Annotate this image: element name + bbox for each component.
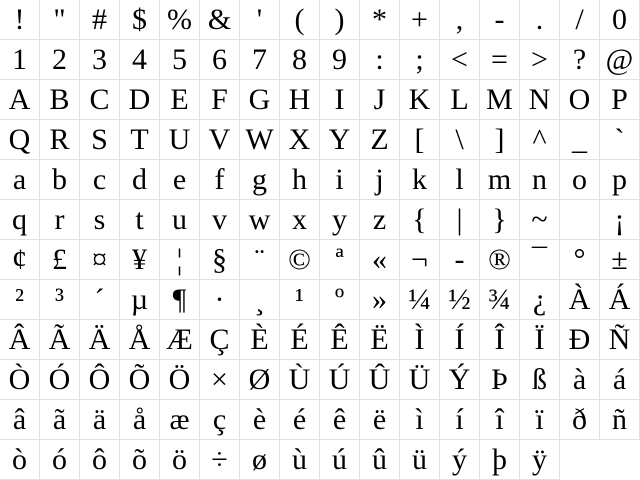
glyph-cell[interactable]: ± bbox=[600, 240, 640, 280]
glyph-cell[interactable]: û bbox=[360, 440, 400, 480]
glyph-cell[interactable]: } bbox=[480, 200, 520, 240]
glyph-cell[interactable]: ô bbox=[80, 440, 120, 480]
glyph-cell[interactable]: A bbox=[0, 80, 40, 120]
glyph-cell[interactable]: T bbox=[120, 120, 160, 160]
glyph-cell[interactable]: X bbox=[280, 120, 320, 160]
glyph-cell[interactable]: U bbox=[160, 120, 200, 160]
glyph-cell[interactable]: - bbox=[440, 240, 480, 280]
empty-cell bbox=[560, 440, 600, 480]
glyph-cell[interactable]: Á bbox=[600, 280, 640, 320]
glyph-cell[interactable]: ý bbox=[440, 440, 480, 480]
glyph-cell[interactable]: f bbox=[200, 160, 240, 200]
glyph-cell[interactable]: ú bbox=[320, 440, 360, 480]
glyph-cell[interactable]: º bbox=[320, 280, 360, 320]
glyph-cell[interactable]: P bbox=[600, 80, 640, 120]
glyph-cell[interactable]: @ bbox=[600, 40, 640, 80]
glyph-cell[interactable]: 8 bbox=[280, 40, 320, 80]
glyph-cell[interactable]: v bbox=[200, 200, 240, 240]
glyph-cell[interactable]: g bbox=[240, 160, 280, 200]
glyph-cell[interactable]: ì bbox=[400, 400, 440, 440]
glyph-cell[interactable]: Û bbox=[360, 360, 400, 400]
glyph-cell[interactable]: Ç bbox=[200, 320, 240, 360]
glyph-cell[interactable]: . bbox=[520, 0, 560, 40]
glyph-cell[interactable]: ¾ bbox=[480, 280, 520, 320]
glyph-cell[interactable]: ª bbox=[320, 240, 360, 280]
glyph-cell[interactable]: Î bbox=[480, 320, 520, 360]
glyph-cell[interactable]: # bbox=[80, 0, 120, 40]
glyph-cell[interactable]: ü bbox=[400, 440, 440, 480]
glyph-cell[interactable]: ! bbox=[0, 0, 40, 40]
glyph-cell[interactable]: & bbox=[200, 0, 240, 40]
glyph-cell[interactable]: Ó bbox=[40, 360, 80, 400]
glyph-cell[interactable]: · bbox=[200, 280, 240, 320]
glyph-cell[interactable]: w bbox=[240, 200, 280, 240]
glyph-cell[interactable]: j bbox=[360, 160, 400, 200]
glyph-cell[interactable]: Í bbox=[440, 320, 480, 360]
glyph-cell[interactable]: ¼ bbox=[400, 280, 440, 320]
glyph-cell[interactable]: = bbox=[480, 40, 520, 80]
glyph-cell[interactable]: × bbox=[200, 360, 240, 400]
glyph-cell[interactable]: ¦ bbox=[160, 240, 200, 280]
glyph-cell[interactable]: ® bbox=[480, 240, 520, 280]
glyph-cell[interactable]: N bbox=[520, 80, 560, 120]
glyph-cell[interactable]: W bbox=[240, 120, 280, 160]
glyph-cell[interactable]: þ bbox=[480, 440, 520, 480]
glyph-cell[interactable]: Æ bbox=[160, 320, 200, 360]
glyph-cell[interactable]: Ý bbox=[440, 360, 480, 400]
glyph-cell[interactable]: 5 bbox=[160, 40, 200, 80]
glyph-cell[interactable]: : bbox=[360, 40, 400, 80]
glyph-cell[interactable]: x bbox=[280, 200, 320, 240]
glyph-cell[interactable]: ¢ bbox=[0, 240, 40, 280]
glyph-cell[interactable]: Ò bbox=[0, 360, 40, 400]
glyph-cell[interactable]: M bbox=[480, 80, 520, 120]
glyph-cell[interactable]: k bbox=[400, 160, 440, 200]
glyph-cell[interactable] bbox=[560, 200, 600, 240]
glyph-cell[interactable]: t bbox=[120, 200, 160, 240]
glyph-cell[interactable]: Ô bbox=[80, 360, 120, 400]
glyph-cell[interactable]: 3 bbox=[80, 40, 120, 80]
glyph-cell[interactable]: u bbox=[160, 200, 200, 240]
glyph-cell[interactable]: ^ bbox=[520, 120, 560, 160]
glyph-cell[interactable]: R bbox=[40, 120, 80, 160]
glyph-cell[interactable]: 7 bbox=[240, 40, 280, 80]
glyph-cell[interactable]: V bbox=[200, 120, 240, 160]
glyph-cell[interactable]: ß bbox=[520, 360, 560, 400]
glyph-cell[interactable]: " bbox=[40, 0, 80, 40]
glyph-cell[interactable]: ¡ bbox=[600, 200, 640, 240]
glyph-cell[interactable]: C bbox=[80, 80, 120, 120]
glyph-cell[interactable]: Q bbox=[0, 120, 40, 160]
glyph-cell[interactable]: Ö bbox=[160, 360, 200, 400]
glyph-cell[interactable]: À bbox=[560, 280, 600, 320]
glyph-cell[interactable]: 0 bbox=[600, 0, 640, 40]
glyph-cell[interactable]: i bbox=[320, 160, 360, 200]
glyph-cell[interactable]: ¿ bbox=[520, 280, 560, 320]
glyph-cell[interactable]: \ bbox=[440, 120, 480, 160]
glyph-cell[interactable]: o bbox=[560, 160, 600, 200]
glyph-cell[interactable]: ê bbox=[320, 400, 360, 440]
glyph-cell[interactable]: Ü bbox=[400, 360, 440, 400]
glyph-cell[interactable]: y bbox=[320, 200, 360, 240]
glyph-cell[interactable]: D bbox=[120, 80, 160, 120]
glyph-cell[interactable]: Ì bbox=[400, 320, 440, 360]
glyph-cell[interactable]: ï bbox=[520, 400, 560, 440]
glyph-cell[interactable]: _ bbox=[560, 120, 600, 160]
glyph-cell[interactable]: r bbox=[40, 200, 80, 240]
glyph-cell[interactable]: z bbox=[360, 200, 400, 240]
glyph-cell[interactable]: l bbox=[440, 160, 480, 200]
glyph-cell[interactable]: n bbox=[520, 160, 560, 200]
glyph-cell[interactable]: ¶ bbox=[160, 280, 200, 320]
glyph-cell[interactable]: I bbox=[320, 80, 360, 120]
glyph-cell[interactable]: ç bbox=[200, 400, 240, 440]
glyph-cell[interactable]: > bbox=[520, 40, 560, 80]
glyph-cell[interactable]: § bbox=[200, 240, 240, 280]
glyph-cell[interactable]: ] bbox=[480, 120, 520, 160]
glyph-cell[interactable]: Ñ bbox=[600, 320, 640, 360]
glyph-cell[interactable]: Ë bbox=[360, 320, 400, 360]
glyph-cell[interactable]: + bbox=[400, 0, 440, 40]
glyph-cell[interactable]: Ä bbox=[80, 320, 120, 360]
glyph-cell[interactable]: È bbox=[240, 320, 280, 360]
glyph-cell[interactable]: £ bbox=[40, 240, 80, 280]
glyph-cell[interactable]: Þ bbox=[480, 360, 520, 400]
glyph-cell[interactable]: s bbox=[80, 200, 120, 240]
glyph-cell[interactable]: 2 bbox=[40, 40, 80, 80]
glyph-cell[interactable]: ¸ bbox=[240, 280, 280, 320]
glyph-cell[interactable]: [ bbox=[400, 120, 440, 160]
glyph-cell[interactable]: L bbox=[440, 80, 480, 120]
glyph-cell[interactable]: Ø bbox=[240, 360, 280, 400]
glyph-cell[interactable]: ( bbox=[280, 0, 320, 40]
glyph-cell[interactable]: ø bbox=[240, 440, 280, 480]
glyph-cell[interactable]: ¬ bbox=[400, 240, 440, 280]
glyph-cell[interactable]: d bbox=[120, 160, 160, 200]
glyph-cell[interactable]: ) bbox=[320, 0, 360, 40]
glyph-cell[interactable]: e bbox=[160, 160, 200, 200]
glyph-cell[interactable]: * bbox=[360, 0, 400, 40]
glyph-cell[interactable]: è bbox=[240, 400, 280, 440]
glyph-cell[interactable]: à bbox=[560, 360, 600, 400]
glyph-cell[interactable]: ° bbox=[560, 240, 600, 280]
glyph-cell[interactable]: ð bbox=[560, 400, 600, 440]
glyph-cell[interactable]: « bbox=[360, 240, 400, 280]
glyph-cell[interactable]: å bbox=[120, 400, 160, 440]
glyph-cell[interactable]: ² bbox=[0, 280, 40, 320]
glyph-cell[interactable]: a bbox=[0, 160, 40, 200]
glyph-cell[interactable]: K bbox=[400, 80, 440, 120]
glyph-cell[interactable]: ò bbox=[0, 440, 40, 480]
glyph-cell[interactable]: ´ bbox=[80, 280, 120, 320]
glyph-cell[interactable]: 9 bbox=[320, 40, 360, 80]
glyph-cell[interactable]: ÿ bbox=[520, 440, 560, 480]
glyph-cell[interactable]: ä bbox=[80, 400, 120, 440]
glyph-cell[interactable]: - bbox=[480, 0, 520, 40]
glyph-cell[interactable]: ` bbox=[600, 120, 640, 160]
glyph-cell[interactable]: ¹ bbox=[280, 280, 320, 320]
glyph-cell[interactable]: ½ bbox=[440, 280, 480, 320]
glyph-cell[interactable]: b bbox=[40, 160, 80, 200]
glyph-cell[interactable]: O bbox=[560, 80, 600, 120]
glyph-cell[interactable]: µ bbox=[120, 280, 160, 320]
glyph-cell[interactable]: 6 bbox=[200, 40, 240, 80]
glyph-cell[interactable]: ö bbox=[160, 440, 200, 480]
glyph-cell[interactable]: ¨ bbox=[240, 240, 280, 280]
glyph-cell[interactable]: E bbox=[160, 80, 200, 120]
empty-cell bbox=[600, 440, 640, 480]
glyph-cell[interactable]: î bbox=[480, 400, 520, 440]
glyph-cell[interactable]: ³ bbox=[40, 280, 80, 320]
glyph-cell[interactable]: Â bbox=[0, 320, 40, 360]
glyph-cell[interactable]: % bbox=[160, 0, 200, 40]
glyph-cell[interactable]: ¥ bbox=[120, 240, 160, 280]
glyph-cell[interactable]: 4 bbox=[120, 40, 160, 80]
glyph-cell[interactable]: ~ bbox=[520, 200, 560, 240]
glyph-cell[interactable]: » bbox=[360, 280, 400, 320]
glyph-cell[interactable]: / bbox=[560, 0, 600, 40]
glyph-cell[interactable]: S bbox=[80, 120, 120, 160]
glyph-cell[interactable]: c bbox=[80, 160, 120, 200]
glyph-cell[interactable]: Õ bbox=[120, 360, 160, 400]
glyph-cell[interactable]: m bbox=[480, 160, 520, 200]
glyph-cell[interactable]: © bbox=[280, 240, 320, 280]
glyph-cell[interactable]: p bbox=[600, 160, 640, 200]
glyph-cell[interactable]: ñ bbox=[600, 400, 640, 440]
glyph-cell[interactable]: í bbox=[440, 400, 480, 440]
glyph-cell[interactable]: F bbox=[200, 80, 240, 120]
glyph-cell[interactable]: ; bbox=[400, 40, 440, 80]
glyph-cell[interactable]: ù bbox=[280, 440, 320, 480]
glyph-cell[interactable]: õ bbox=[120, 440, 160, 480]
glyph-cell[interactable]: q bbox=[0, 200, 40, 240]
glyph-cell[interactable]: á bbox=[600, 360, 640, 400]
glyph-cell[interactable]: ' bbox=[240, 0, 280, 40]
glyph-cell[interactable]: h bbox=[280, 160, 320, 200]
glyph-cell[interactable]: | bbox=[440, 200, 480, 240]
glyph-cell[interactable]: < bbox=[440, 40, 480, 80]
glyph-cell[interactable]: â bbox=[0, 400, 40, 440]
glyph-cell[interactable]: ¤ bbox=[80, 240, 120, 280]
glyph-cell[interactable]: 1 bbox=[0, 40, 40, 80]
glyph-cell[interactable]: H bbox=[280, 80, 320, 120]
glyph-cell[interactable]: ã bbox=[40, 400, 80, 440]
glyph-cell[interactable]: Ð bbox=[560, 320, 600, 360]
glyph-cell[interactable]: J bbox=[360, 80, 400, 120]
glyph-cell[interactable]: ë bbox=[360, 400, 400, 440]
glyph-cell[interactable]: Z bbox=[360, 120, 400, 160]
glyph-cell[interactable]: B bbox=[40, 80, 80, 120]
glyph-cell[interactable]: Ã bbox=[40, 320, 80, 360]
glyph-cell[interactable]: $ bbox=[120, 0, 160, 40]
glyph-cell[interactable]: Ú bbox=[320, 360, 360, 400]
glyph-cell[interactable]: é bbox=[280, 400, 320, 440]
glyph-cell[interactable]: ÷ bbox=[200, 440, 240, 480]
glyph-cell[interactable]: Ê bbox=[320, 320, 360, 360]
glyph-cell[interactable]: G bbox=[240, 80, 280, 120]
glyph-cell[interactable]: Ï bbox=[520, 320, 560, 360]
glyph-cell[interactable]: Ù bbox=[280, 360, 320, 400]
glyph-cell[interactable]: , bbox=[440, 0, 480, 40]
glyph-cell[interactable]: Y bbox=[320, 120, 360, 160]
glyph-cell[interactable]: ? bbox=[560, 40, 600, 80]
glyph-cell[interactable]: æ bbox=[160, 400, 200, 440]
glyph-cell[interactable]: ¯ bbox=[520, 240, 560, 280]
glyph-cell[interactable]: É bbox=[280, 320, 320, 360]
glyph-cell[interactable]: ó bbox=[40, 440, 80, 480]
glyph-cell[interactable]: { bbox=[400, 200, 440, 240]
glyph-cell[interactable]: Å bbox=[120, 320, 160, 360]
